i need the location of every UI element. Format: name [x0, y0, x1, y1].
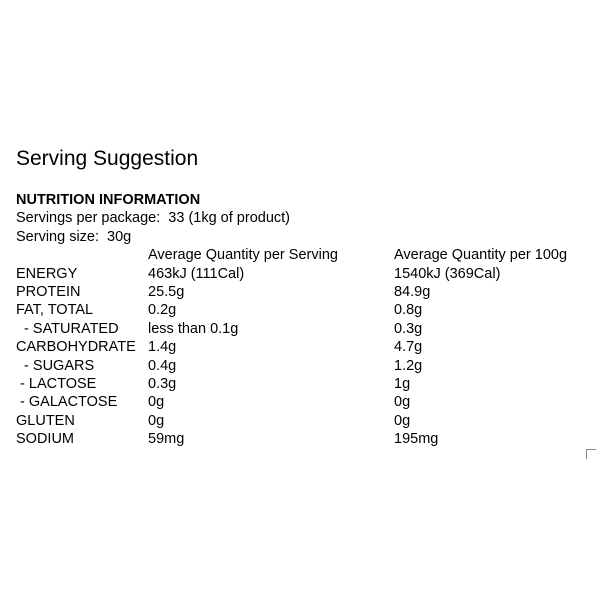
nutrition-row: [16, 357, 594, 375]
per-100g-value: 1.2g: [394, 357, 423, 374]
nutrition-row: [16, 301, 594, 319]
nutrient-name: - SATURATED: [16, 320, 119, 337]
nutrition-row: [16, 338, 594, 356]
per-serving-value: 0.2g: [148, 302, 177, 319]
nutrient-name: FAT, TOTAL: [16, 302, 94, 319]
nutrition-table-body: [16, 265, 594, 449]
per-serving-value: 463kJ (111Cal): [148, 265, 245, 282]
nutrition-row: [16, 283, 594, 301]
per-100g-value: 0.8g: [394, 302, 423, 319]
per-100g-value: 195mg: [394, 431, 439, 448]
per-serving-value: 0g: [148, 394, 165, 411]
nutrient-name: - GALACTOSE: [16, 394, 118, 411]
per-serving-value: 0g: [148, 412, 165, 429]
per-serving-column-header: Average Quantity per Serving: [148, 247, 338, 264]
per-100g-value: 84.9g: [394, 284, 431, 301]
nutrient-name: GLUTEN: [16, 412, 75, 429]
nutrition-information-panel: [16, 191, 594, 449]
nutrient-name: - SUGARS: [16, 357, 95, 374]
per-serving-value: less than 0.1g: [148, 320, 239, 337]
nutrient-name: CARBOHYDRATE: [16, 339, 136, 356]
serving-size-value: 30g: [107, 228, 132, 245]
nutrient-name: SODIUM: [16, 431, 74, 448]
per-serving-value: 1.4g: [148, 339, 177, 356]
per-serving-value: 0.4g: [148, 357, 177, 374]
page-heading: Serving Suggestion: [16, 147, 199, 170]
nutrition-row: [16, 393, 594, 411]
nutrition-row: [16, 430, 594, 448]
servings-per-package-label: Servings per package:: [16, 210, 161, 227]
per-100g-column-header: Average Quantity per 100g: [394, 247, 568, 264]
per-serving-value: 59mg: [148, 431, 185, 448]
nutrient-name: PROTEIN: [16, 284, 81, 301]
serving-size-label: Serving size:: [16, 228, 100, 245]
per-100g-value: 4.7g: [394, 339, 423, 356]
servings-per-package-value: 33 (1kg of product): [168, 210, 290, 227]
nutrient-name: ENERGY: [16, 265, 78, 282]
per-100g-value: 1g: [394, 376, 411, 393]
per-100g-value: 0g: [394, 394, 411, 411]
serving-size-line: [16, 228, 594, 246]
per-serving-value: 0.3g: [148, 376, 177, 393]
nutrition-table: [16, 246, 594, 448]
nutrient-column-header: [16, 246, 148, 264]
nutrient-name: - LACTOSE: [16, 376, 97, 393]
nutrition-row: [16, 265, 594, 283]
per-serving-value: 25.5g: [148, 284, 185, 301]
nutrition-row: [16, 412, 594, 430]
corner-mark: [586, 449, 596, 459]
nutrition-table-header-row: [16, 246, 594, 264]
nutrition-row: [16, 320, 594, 338]
servings-per-package-line: [16, 209, 594, 227]
per-100g-value: 0.3g: [394, 320, 423, 337]
per-100g-value: 0g: [394, 412, 411, 429]
per-100g-value: 1540kJ (369Cal): [394, 265, 501, 282]
nutrition-row: [16, 375, 594, 393]
nutrition-title: NUTRITION INFORMATION: [16, 192, 201, 208]
